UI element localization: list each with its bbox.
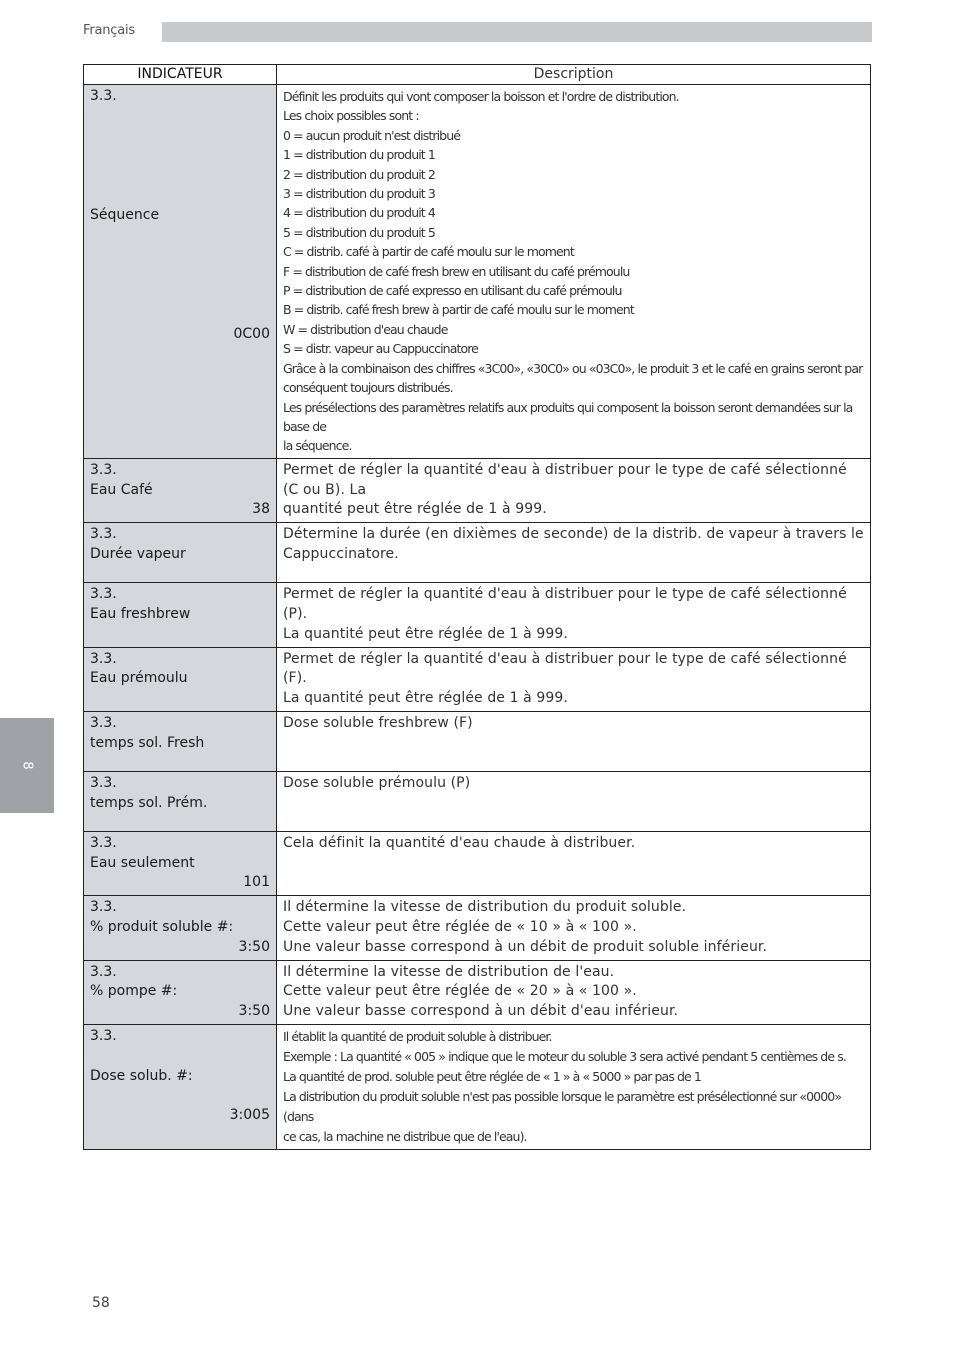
table-row (84, 647, 871, 711)
indicator-code: 3.3. (90, 963, 117, 980)
indicator-name: Eau freshbrew (90, 605, 191, 622)
indicator-cell (84, 583, 277, 647)
indicator-code: 3.3. (90, 461, 117, 478)
description-line: Il détermine la vitesse de distribution de l'eau. (283, 963, 615, 980)
language-label: Français (83, 23, 135, 38)
indicator-cell (84, 831, 277, 895)
description-cell (277, 1025, 871, 1150)
description-line: La quantité de prod. soluble peut être réglée de « 1 » à « 5000 » par pas de 1 (283, 1069, 701, 1085)
table-row (84, 831, 871, 895)
description-line: B = distrib. café fresh brew à partir de café moulu sur le moment (283, 302, 634, 318)
description-line: quantité peut être réglée de 1 à 999. (283, 501, 547, 518)
indicator-value: 3:50 (238, 938, 270, 955)
description-line: Exemple : La quantité « 005 » indique que le moteur du soluble 3 sera activé pendant 5 centièmes de s. (283, 1049, 846, 1065)
indicator-name: Eau seulement (90, 854, 195, 871)
table-row (84, 711, 871, 771)
table-row (84, 1025, 871, 1150)
description-cell (277, 896, 871, 960)
description-line: Il établit la quantité de produit soluble à distribuer. (283, 1029, 552, 1045)
description-line: conséquent toujours distribués. (283, 380, 453, 396)
indicator-code: 3.3. (90, 899, 117, 916)
indicator-name: Séquence (90, 206, 160, 223)
indicator-name: Eau prémoulu (90, 670, 188, 687)
indicator-value: 3:50 (238, 1003, 270, 1020)
indicator-cell (84, 85, 277, 459)
description-line: 5 = distribution du produit 5 (283, 224, 435, 240)
indicator-cell (84, 960, 277, 1024)
description-line: Une valeur basse correspond à un débit d'eau inférieur. (283, 1003, 679, 1020)
description-line: S = distr. vapeur au Cappuccinatore (283, 341, 478, 357)
indicator-code: 3.3. (90, 88, 117, 104)
indicator-code: 3.3. (90, 526, 117, 543)
description-cell (277, 711, 871, 771)
description-line: La quantité peut être réglée de 1 à 999. (283, 690, 568, 707)
description-line: Une valeur basse correspond à un débit de produit soluble inférieur. (283, 938, 768, 955)
indicator-code: 3.3. (90, 714, 117, 731)
indicator-name: % produit soluble #: (90, 919, 234, 936)
indicator-value: 3:005 (229, 1107, 270, 1124)
description-line: ce cas, la machine ne distribue que de l'eau). (283, 1129, 527, 1145)
description-line: 0 = aucun produit n'est distribué (283, 127, 461, 143)
indicator-code: 3.3. (90, 774, 117, 791)
description-line: La distribution du produit soluble n'est pas possible lorsque le paramètre est présélectionné sur «0000» (dans (283, 1089, 842, 1125)
indicator-value: 38 (252, 501, 270, 518)
indicator-name: Dose solub. #: (90, 1067, 193, 1084)
description-line: la séquence. (283, 438, 352, 454)
description-line: C = distrib. café à partir de café moulu sur le moment (283, 244, 574, 260)
description-line: Dose soluble prémoulu (P) (283, 774, 471, 791)
chapter-tab (0, 718, 54, 813)
description-cell (277, 458, 871, 522)
table-row (84, 771, 871, 831)
indicator-cell (84, 458, 277, 522)
table-row (84, 583, 871, 647)
description-line: 4 = distribution du produit 4 (283, 205, 435, 221)
indicator-value: 0C00 (233, 325, 270, 342)
indicator-cell (84, 523, 277, 583)
description-line: Permet de régler la quantité d'eau à distribuer pour le type de café sélectionné (C ou B). La (283, 461, 847, 498)
description-line: 2 = distribution du produit 2 (283, 166, 435, 182)
indicator-code: 3.3. (90, 1028, 117, 1045)
indicator-cell (84, 1025, 277, 1150)
description-cell (277, 583, 871, 647)
page-number: 58 (92, 1295, 110, 1311)
indicator-cell (84, 771, 277, 831)
description-line: Les choix possibles sont : (283, 108, 419, 124)
table-row (84, 523, 871, 583)
indicator-value: 101 (243, 874, 270, 891)
header-bar (162, 22, 872, 42)
description-cell (277, 831, 871, 895)
column-header-description: Description (277, 65, 871, 85)
indicator-name: Eau Café (90, 481, 153, 498)
indicator-name: temps sol. Fresh (90, 734, 205, 751)
description-line: Cette valeur peut être réglée de « 10 » à « 100 ». (283, 919, 637, 936)
description-line: Les présélections des paramètres relatifs aux produits qui composent la boisson seront demandées sur la base de (283, 399, 853, 434)
table-row (84, 960, 871, 1024)
description-cell (277, 85, 871, 459)
parameter-table (83, 64, 871, 1150)
description-line: Permet de régler la quantité d'eau à distribuer pour le type de café sélectionné (F). (283, 650, 847, 687)
description-cell (277, 960, 871, 1024)
indicator-code: 3.3. (90, 650, 117, 667)
description-line: Grâce à la combinaison des chiffres «3C00», «30C0» ou «03C0», le produit 3 et le café en grains seront par (283, 360, 863, 376)
table-header-row (84, 65, 871, 85)
indicator-name: temps sol. Prém. (90, 794, 208, 811)
description-line: Permet de régler la quantité d'eau à distribuer pour le type de café sélectionné (P). (283, 586, 847, 622)
indicator-name: Durée vapeur (90, 545, 186, 562)
indicator-code: 3.3. (90, 834, 117, 851)
indicator-cell (84, 711, 277, 771)
description-line: F = distribution de café fresh brew en utilisant du café prémoulu (283, 263, 630, 279)
table-row (84, 896, 871, 960)
description-line: W = distribution d'eau chaude (283, 321, 448, 337)
description-line: Détermine la durée (en dixièmes de seconde) de la distrib. de vapeur à travers le (283, 526, 864, 543)
table-row (84, 458, 871, 522)
description-line: P = distribution de café expresso en utilisant du café prémoulu (283, 283, 622, 299)
description-line: Cette valeur peut être réglée de « 20 » à « 100 ». (283, 983, 637, 1000)
description-cell (277, 523, 871, 583)
description-cell (277, 771, 871, 831)
indicator-code: 3.3. (90, 586, 117, 603)
description-line: Définit les produits qui vont composer la boisson et l'ordre de distribution. (283, 89, 679, 104)
indicator-name: % pompe #: (90, 983, 178, 1000)
table-row (84, 85, 871, 459)
description-cell (277, 647, 871, 711)
description-line: Il détermine la vitesse de distribution du produit soluble. (283, 899, 687, 916)
indicator-cell (84, 896, 277, 960)
indicator-cell (84, 647, 277, 711)
description-line: Cappuccinatore. (283, 545, 399, 562)
column-header-indicator: INDICATEUR (84, 65, 277, 85)
description-line: 1 = distribution du produit 1 (283, 147, 435, 163)
chapter-tab-label: 8 (19, 761, 35, 770)
description-line: La quantité peut être réglée de 1 à 999. (283, 625, 568, 642)
description-line: 3 = distribution du produit 3 (283, 186, 435, 202)
description-line: Dose soluble freshbrew (F) (283, 714, 473, 731)
description-line: Cela définit la quantité d'eau chaude à distribuer. (283, 834, 636, 851)
